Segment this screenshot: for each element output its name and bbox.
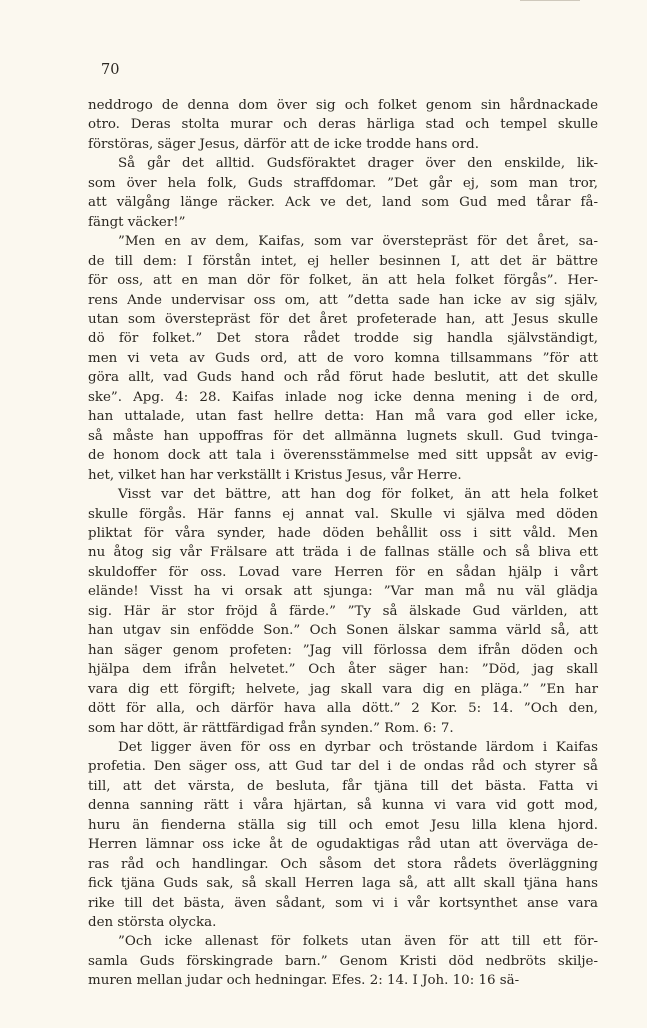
text-line: Herren lämnar oss icke åt de ogudaktigas råd utan att överväga de- xyxy=(88,837,598,853)
text-line: vara dig ett förgift; helvete, jag skall vara dig en pläga.” ”En har xyxy=(88,681,598,697)
paragraph xyxy=(88,232,598,485)
text-line: het, vilket han har verkställt i Kristus Jesus, vår Herre. xyxy=(88,467,462,483)
text-line: han uttalade, utan fast hellre detta: Han må vara god eller icke, xyxy=(88,409,598,425)
text-line: Visst var det bättre, att han dog för folket, än att hela folket xyxy=(118,487,598,503)
text-line: de till dem: I förstån intet, ej heller besinnen I, att det är bättre xyxy=(88,253,598,269)
paragraph xyxy=(88,485,598,738)
text-line: som över hela folk, Guds straffdomar. ”Det går ej, som man tror, xyxy=(88,175,598,191)
text-line: som har dött, är rättfärdigad från synden.” Rom. 6: 7. xyxy=(88,720,454,736)
text-line: förstöras, säger Jesus, därför att de icke trodde hans ord. xyxy=(88,136,479,152)
text-line: för oss, att en man dör för folket, än att hela folket förgås”. Her- xyxy=(88,273,598,289)
body-text xyxy=(88,96,598,991)
text-line: göra allt, vad Guds hand och råd förut hade beslutit, att det skulle xyxy=(88,370,598,386)
text-line: men vi veta av Guds ord, att de voro komna tillsammans ”för att xyxy=(88,350,598,366)
text-line: sig. Här är stor fröjd å färde.” ”Ty så älskade Gud världen, att xyxy=(88,603,598,619)
text-line: han säger genom profeten: ”Jag vill förlossa dem ifrån döden och xyxy=(88,642,598,658)
text-line: rens Ande undervisar oss om, att ”detta sade han icke av sig själv, xyxy=(88,292,598,308)
text-line: fick tjäna Guds sak, så skall Herren laga så, att allt skall tjäna hans xyxy=(88,876,598,892)
text-line: ras råd och handlingar. Och såsom det stora rådets överläggning xyxy=(88,856,598,872)
text-line: pliktat för våra synder, hade döden behållit oss i sitt våld. Men xyxy=(88,525,598,541)
text-line: ”Och icke allenast för folkets utan även för att till ett för- xyxy=(118,934,598,950)
text-line: nu åtog sig vår Frälsare att träda i de fallnas ställe och så bliva ett xyxy=(88,545,598,561)
text-line: profetia. Den säger oss, att Gud tar del i de ondas råd och styrer så xyxy=(88,759,598,775)
text-line: rike till det bästa, även sådant, som vi i vår kortsynthet anse vara xyxy=(88,895,598,911)
text-line: dö för folket.” Det stora rådet trodde sig handla självständigt, xyxy=(88,331,598,347)
text-line: skulle förgås. Här fanns ej annat val. Skulle vi själva med döden xyxy=(88,506,598,522)
text-line: elände! Visst ha vi orsak att sjunga: ”Var man må nu väl glädja xyxy=(88,584,598,600)
text-line: denna sanning rätt i våra hjärtan, så kunna vi vara vid gott mod, xyxy=(88,798,598,814)
text-line: skuldoffer för oss. Lovad vare Herren för en sådan hjälp i vårt xyxy=(88,564,598,580)
text-line: hjälpa dem ifrån helvetet.” Och åter säger han: ”Död, jag skall xyxy=(88,662,598,678)
text-line: Det ligger även för oss en dyrbar och tröstande lärdom i Kaifas xyxy=(118,739,598,755)
text-line: så måste han uppoffras för det allmänna lugnets skull. Gud tvinga- xyxy=(88,428,598,444)
text-line: ”Men en av dem, Kaifas, som var överstepräst för det året, sa- xyxy=(118,234,598,250)
text-line: samla Guds förskingrade barn.” Genom Kristi död nedbröts skilje- xyxy=(88,953,598,969)
text-line: Så går det alltid. Gudsföraktet drager över den enskilde, lik- xyxy=(118,156,598,172)
page-number: 70 xyxy=(101,62,120,78)
paragraph xyxy=(88,96,598,154)
text-line: till, att det värsta, de besluta, får tjäna till det bästa. Fatta vi xyxy=(88,778,598,794)
text-line: ske”. Apg. 4: 28. Kaifas inlade nog icke denna mening i de ord, xyxy=(88,389,598,405)
top-edge-rule xyxy=(520,0,580,1)
text-line: dött för alla, och därför hava alla dött.” 2 Kor. 5: 14. ”Och den, xyxy=(88,701,598,717)
text-line: de honom dock att tala i överensstämmelse med sitt uppsåt av evig- xyxy=(88,448,598,464)
text-line: han utgav sin enfödde Son.” Och Sonen älskar samma värld så, att xyxy=(88,623,598,639)
text-line: utan som överstepräst för det året profeterade han, att Jesus skulle xyxy=(88,311,598,327)
paragraph xyxy=(88,738,598,933)
text-line: den största olycka. xyxy=(88,915,217,931)
text-line: fängt väcker!” xyxy=(88,214,186,230)
text-line: huru än fienderna ställa sig till och emot Jesu lilla klena hjord. xyxy=(88,817,598,833)
text-line: otro. Deras stolta murar och deras härliga stad och tempel skulle xyxy=(88,117,598,133)
paragraph xyxy=(88,932,598,990)
paragraph xyxy=(88,154,598,232)
text-line: att välgång länge räcker. Ack ve det, land som Gud med tårar få- xyxy=(88,195,598,211)
text-line: muren mellan judar och hedningar. Efes. 2: 14. I Joh. 10: 16 sä- xyxy=(88,973,520,989)
text-line: neddrogo de denna dom över sig och folket genom sin hårdnackade xyxy=(88,98,598,113)
